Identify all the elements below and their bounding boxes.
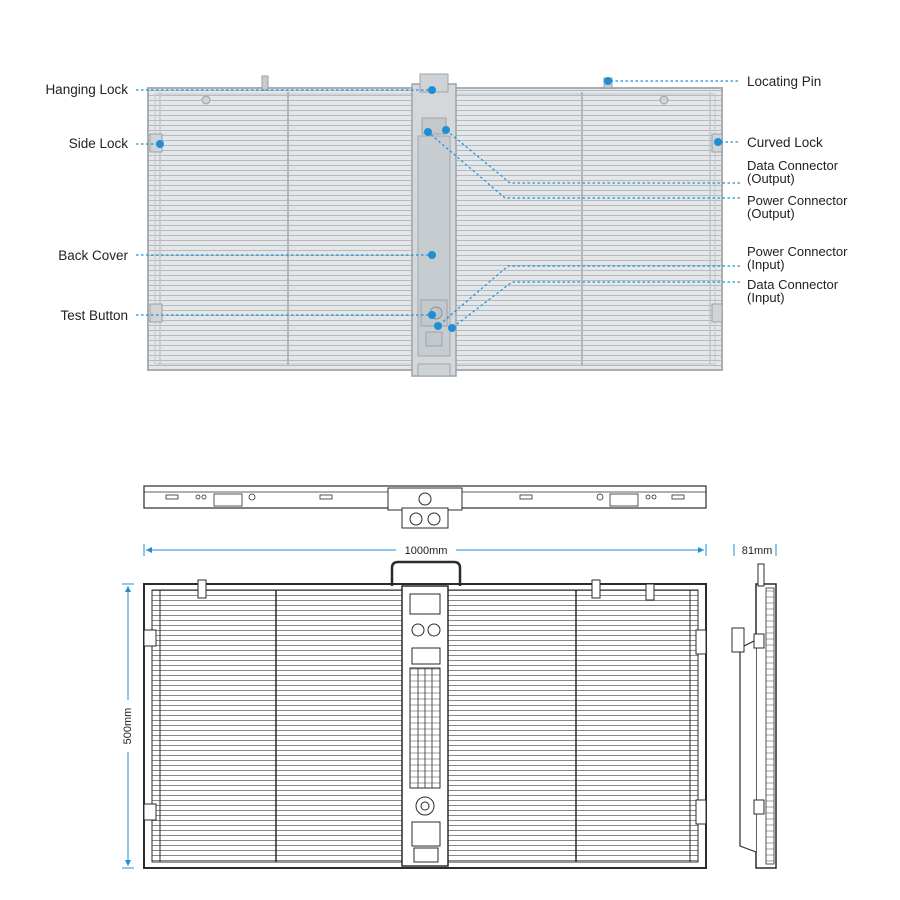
- side-view-drawing: [732, 564, 776, 868]
- label-back-cover: Back Cover: [58, 248, 128, 263]
- label-data-output-sub: (Output): [747, 171, 795, 186]
- dimension-depth: 81mm: [741, 545, 773, 557]
- top-view-drawing: [144, 486, 706, 528]
- label-data-output-title: Data Connector: [747, 158, 839, 173]
- label-data-input-sub: (Input): [747, 290, 785, 305]
- panel-photo: [148, 74, 722, 376]
- label-test-button: Test Button: [60, 308, 128, 323]
- dimension-height: 500mm: [122, 707, 134, 745]
- label-power-output-sub: (Output): [747, 206, 795, 221]
- label-curved-lock: Curved Lock: [747, 135, 823, 150]
- label-data-input-title: Data Connector: [747, 277, 839, 292]
- label-hanging-lock: Hanging Lock: [45, 82, 128, 97]
- label-locating-pin: Locating Pin: [747, 74, 822, 89]
- label-power-input-title: Power Connector: [747, 244, 848, 259]
- label-power-output-title: Power Connector: [747, 193, 848, 208]
- dimension-width: 1000mm: [404, 545, 448, 557]
- front-view-drawing: [144, 562, 706, 868]
- label-power-input-sub: (Input): [747, 257, 785, 272]
- label-side-lock: Side Lock: [68, 136, 128, 151]
